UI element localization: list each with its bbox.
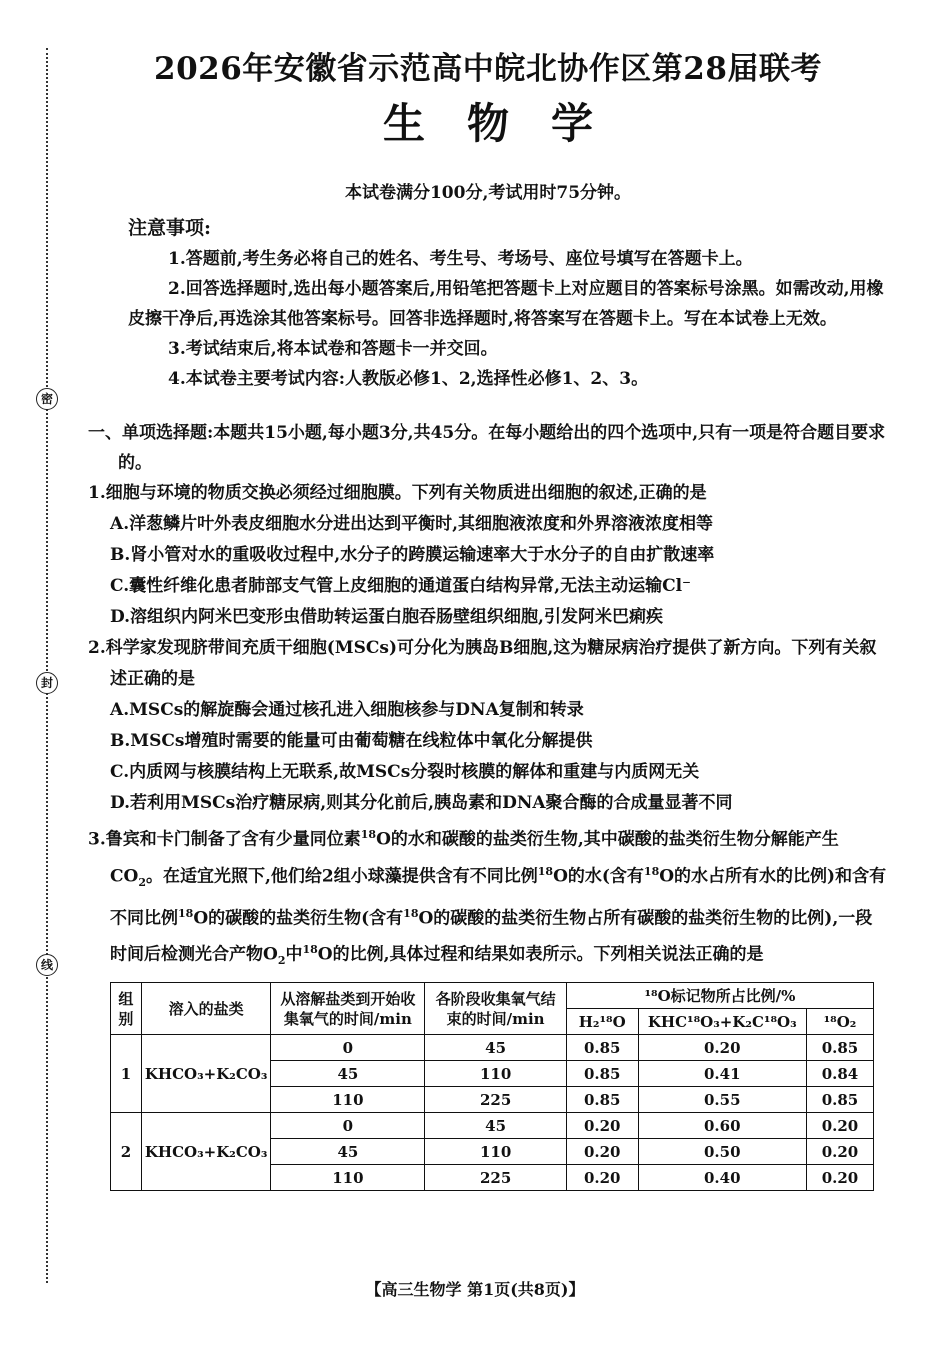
group-id: 2 bbox=[111, 1113, 142, 1191]
exam-info: 本试卷满分100分,考试用时75分钟。 bbox=[344, 183, 632, 203]
cell: 0.20 bbox=[566, 1113, 638, 1139]
question-1-option-d: D.溶组织内阿米巴变形虫借助转运蛋白胞吞肠壁组织细胞,引发阿米巴痢疾 bbox=[110, 607, 663, 627]
cell: 0.40 bbox=[638, 1165, 806, 1191]
page-footer: 【高三生物学 第1页(共8页)】 bbox=[365, 1280, 585, 1299]
cell: 0.84 bbox=[806, 1061, 873, 1087]
table-row bbox=[111, 1035, 874, 1061]
header-end-time: 各阶段收集氧气结束的时间/min bbox=[425, 983, 567, 1035]
cell: 0.55 bbox=[638, 1087, 806, 1113]
question-2-option-d: D.若利用MSCs治疗糖尿病,则其分化前后,胰岛素和DNA聚合酶的合成量显著不同 bbox=[110, 793, 733, 813]
cell: 225 bbox=[425, 1087, 567, 1113]
group-salt: KHCO₃+K₂CO₃ bbox=[141, 1035, 271, 1113]
group-salt: KHCO₃+K₂CO₃ bbox=[141, 1113, 271, 1191]
cell: 45 bbox=[271, 1061, 425, 1087]
cell: 45 bbox=[271, 1139, 425, 1165]
header-water: H₂¹⁸O bbox=[566, 1009, 638, 1035]
cell: 45 bbox=[425, 1113, 567, 1139]
notes-title: 注意事项: bbox=[128, 217, 212, 239]
cell: 0.20 bbox=[806, 1139, 873, 1165]
cell: 110 bbox=[425, 1139, 567, 1165]
question-1-option-c: C.囊性纤维化患者肺部支气管上皮细胞的通道蛋白结构异常,无法主动运输Cl⁻ bbox=[110, 576, 692, 596]
exam-page bbox=[88, 48, 888, 1191]
group-id: 1 bbox=[111, 1035, 142, 1113]
margin-mark-feng: 封 bbox=[36, 672, 58, 694]
cell: 0.20 bbox=[566, 1165, 638, 1191]
section-heading: 一、单项选择题:本题共15小题,每小题3分,共45分。在每小题给出的四个选项中,只有一项是符合题目要求的。 bbox=[88, 423, 886, 473]
cell: 0.85 bbox=[566, 1061, 638, 1087]
cell: 110 bbox=[425, 1061, 567, 1087]
header-group: 组别 bbox=[111, 983, 142, 1035]
header-carbonate: KHC¹⁸O₃+K₂C¹⁸O₃ bbox=[638, 1009, 806, 1035]
note-item: 4.本试卷主要考试内容:人教版必修1、2,选择性必修1、2、3。 bbox=[168, 369, 649, 389]
cell: 0 bbox=[271, 1035, 425, 1061]
note-item: 1.答题前,考生务必将自己的姓名、考生号、考场号、座位号填写在答题卡上。 bbox=[168, 249, 753, 269]
cell: 0.85 bbox=[566, 1087, 638, 1113]
cell: 0.60 bbox=[638, 1113, 806, 1139]
cell: 0.20 bbox=[638, 1035, 806, 1061]
header-salt: 溶入的盐类 bbox=[141, 983, 271, 1035]
question-2-stem: 2.科学家发现脐带间充质干细胞(MSCs)可分化为胰岛B细胞,这为糖尿病治疗提供了新方向。下列有关叙述正确的是 bbox=[88, 638, 877, 689]
cell: 225 bbox=[425, 1165, 567, 1191]
margin-mark-xian: 线 bbox=[36, 954, 58, 976]
header-ratio: ¹⁸O标记物所占比例/% bbox=[566, 983, 873, 1009]
oxygen-isotope-table bbox=[110, 982, 874, 1191]
table-row bbox=[111, 1113, 874, 1139]
cell: 0.85 bbox=[566, 1035, 638, 1061]
cell: 0.20 bbox=[806, 1113, 873, 1139]
cell: 0.20 bbox=[806, 1165, 873, 1191]
question-3-stem: 3.鲁宾和卡门制备了含有少量同位素$^{18}$O的水和碳酸的盐类衍生物,其中碳酸的盐类衍生物分解能产生$CO_2$。在适宜光照下,他们给2组小球藻提供含有不同比例$^{18}$O的水(含有$^{18}$O的水占所有水的比例)和含有不同比例$^{18}$O的碳酸的盐类衍生物(含有$^{18}$O的碳酸的盐类衍生物占所有碳酸的盐类衍生物的比例),一段时间后检测光合产物$O_2$中$^{18}$O的比例,具体过程和结果如表所示。下列相关说法正确的是 bbox=[88, 828, 887, 968]
note-item: 3.考试结束后,将本试卷和答题卡一并交回。 bbox=[168, 339, 498, 359]
cell: 0.20 bbox=[566, 1139, 638, 1165]
question-2-option-a: A.MSCs的解旋酶会通过核孔进入细胞核参与DNA复制和转录 bbox=[110, 700, 584, 720]
question-1-stem: 1.细胞与环境的物质交换必须经过细胞膜。下列有关物质进出细胞的叙述,正确的是 bbox=[88, 483, 707, 503]
header-start-time: 从溶解盐类到开始收集氧气的时间/min bbox=[271, 983, 425, 1035]
cell: 45 bbox=[425, 1035, 567, 1061]
exam-subject: 生物学 bbox=[382, 99, 635, 148]
cell: 0.41 bbox=[638, 1061, 806, 1087]
note-item: 2.回答选择题时,选出每小题答案后,用铅笔把答题卡上对应题目的答案标号涂黑。如需改动,用橡皮擦干净后,再选涂其他答案标号。回答非选择题时,将答案写在答题卡上。写在本试卷上无效。 bbox=[128, 279, 884, 329]
cell: 0 bbox=[271, 1113, 425, 1139]
question-1-option-b: B.肾小管对水的重吸收过程中,水分子的跨膜运输速率大于水分子的自由扩散速率 bbox=[110, 545, 715, 565]
cell: 0.85 bbox=[806, 1087, 873, 1113]
exam-title: 2026年安徽省示范高中皖北协作区第28届联考 bbox=[154, 51, 822, 87]
question-2-option-b: B.MSCs增殖时需要的能量可由葡萄糖在线粒体中氧化分解提供 bbox=[110, 731, 593, 751]
header-oxygen: ¹⁸O₂ bbox=[806, 1009, 873, 1035]
margin-mark-mi: 密 bbox=[36, 388, 58, 410]
binding-margin-line bbox=[46, 48, 48, 1283]
cell: 110 bbox=[271, 1087, 425, 1113]
cell: 0.50 bbox=[638, 1139, 806, 1165]
cell: 110 bbox=[271, 1165, 425, 1191]
cell: 0.85 bbox=[806, 1035, 873, 1061]
question-1-option-a: A.洋葱鳞片叶外表皮细胞水分进出达到平衡时,其细胞液浓度和外界溶液浓度相等 bbox=[110, 514, 714, 534]
question-2-option-c: C.内质网与核膜结构上无联系,故MSCs分裂时核膜的解体和重建与内质网无关 bbox=[110, 762, 700, 782]
